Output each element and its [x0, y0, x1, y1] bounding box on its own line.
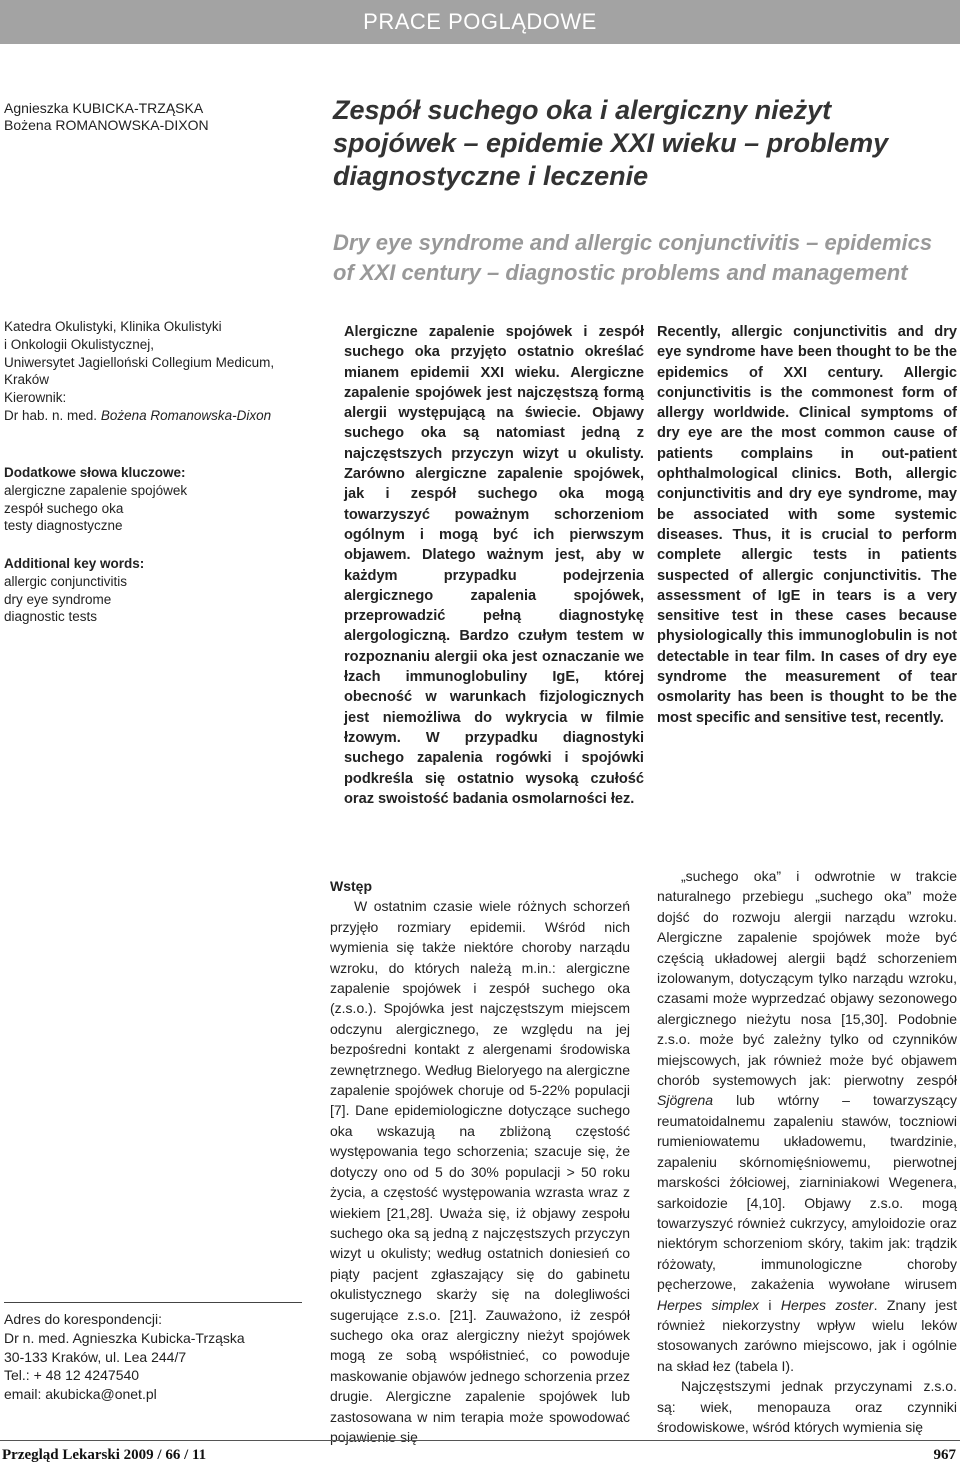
keywords-polish [4, 464, 314, 535]
correspondence-phone: Tel.: + 48 12 4247540 [4, 1367, 140, 1384]
article-title-english: Dry eye syndrome and allergic conjunctivitis – epidemics of XXI century – diagnostic problems and management [333, 230, 933, 285]
affiliation-line: Kraków [4, 372, 50, 388]
affiliation [4, 318, 314, 425]
footer-divider [0, 1440, 960, 1441]
keywords-heading: Dodatkowe słowa kluczowe: [4, 465, 186, 480]
author-name: Bożena ROMANOWSKA-DIXON [4, 117, 209, 133]
section-heading-intro: Wstęp [330, 878, 372, 894]
keyword: zespół suchego oka [4, 500, 124, 516]
correspondence-block [4, 1310, 304, 1404]
affiliation-line: Kierownik: [4, 390, 67, 406]
page-number: 967 [933, 1447, 956, 1463]
section-label: PRACE POGLĄDOWE [363, 9, 597, 34]
article-title-polish: Zespół suchego oka i alergiczny nieżyt spojówek – epidemie XXI wieku – problemy diagnostyczne i leczenie [333, 95, 889, 191]
journal-citation: Przegląd Lekarski 2009 / 66 / 11 [2, 1447, 207, 1463]
correspondence-name: Dr n. med. Agnieszka Kubicka-Trząska [4, 1329, 245, 1346]
affiliation-line: Uniwersytet Jagielloński Collegium Medicum, [4, 354, 275, 370]
keyword: diagnostic tests [4, 609, 98, 625]
correspondence-email: email: akubicka@onet.pl [4, 1386, 157, 1403]
body-paragraph: W ostatnim czasie wiele różnych schorzeń przyjęło rozmiary epidemii. Wśród nich wymienia się także niektóre choroby narządu wzroku, do których należą m.in.: alergiczne zapalenie spojówek i zespół suchego oka (z.s.o.). Spojówka jest najczęstszym miejscem odczynu alergicznego, ze względu na jej bezpośredni kontakt z alergenami środowiska zewnętrznego. Według Bieloryego na alergiczne zapalenie spojówek choruje od 5-22% populacji [7]. Dane epidemiologiczne dotyczące suchego oka wskazują na zbliżoną częstość występowania tego schorzenia; szacuje się, że dotyczy ono od 5 do 30% populacji > 50 roku życia, a częstość występowania wzrasta wraz z wiekiem [21,28]. Uważa się, iż objawy zespołu suchego oka są jedną z najczęstszych przyczyn wizyt u okulisty; według ostatnich doniesień co piąty pacjent zgłaszający się do gabinetu okulistycznego skarży się na dolegliwości sugerujące z.s.o. [21]. Zauważono, iż zespół suchego oka oraz alergiczny nieżyt spojówek mogą ze sobą współistnieć, co powoduje maskowanie objawów jednego schorzenia przez drugie. Alergiczne zapalenie spojówek lub zastosowana w nim terapia może spowodować pojawienie się [330, 898, 630, 1445]
affiliation-head [4, 407, 314, 425]
body-column-2 [657, 866, 957, 1437]
degree-prefix: Dr hab. n. med. [4, 407, 98, 423]
affiliation-line: i Onkologii Okulistycznej, [4, 336, 155, 352]
author-name: Agnieszka KUBICKA-TRZĄSKA [4, 100, 204, 116]
keywords-heading: Additional key words: [4, 556, 145, 571]
keyword: testy diagnostyczne [4, 518, 123, 534]
section-header-band [0, 0, 960, 44]
keyword: allergic conjunctivitis [4, 573, 128, 589]
head-name: Bożena Romanowska-Dixon [100, 407, 272, 423]
body-paragraph: Najczęstszymi jednak przyczynami z.s.o. są: wiek, menopauza oraz czynniki środowiskowe, wśród których wymienia się [657, 1378, 957, 1435]
body-paragraph: „suchego oka” i odwrotnie w trakcie naturalnego przebiegu „suchego oka” może dojść do rozwoju alergii narządu wzroku. Alergiczne zapalenie spojówek może być częścią układowej alergii bądź schorzeniem izolowanym, dotyczącym tylko narządu wzroku, czasami może wyprzedzać objawy sezonowego alergicznego nieżytu nosa [15,30]. Podobnie z.s.o. może być zależny tylko od czynników miejscowych, jak również może być objawem chorób systemowych jak: pierwotny zespół Sjögrena lub wtórny – towarzyszący reumatoidalnemu zapaleniu stawów, toczniowi rumieniowatemu układowemu, twardzinie, zapaleniu skórnomięśniowemu, pierwotnej marskości żółciowej, ziarniniakowi Wegenera, sarkoidozie [4,10]. Objawy z.s.o. mogą towarzyszyć również cukrzycy, amyloidozie oraz niektórym schorzeniom skóry, takim jak: trądzik różowaty, immunologiczne choroby pęcherzowe, zakażenia wywołane wirusem Herpes simplex i Herpes zoster. Znany jest również niekorzystny wpływ wielu leków stosowanych zarówno miejscowo, jak i ogólnie na skład łez (tabela I). [657, 868, 957, 1374]
keyword: alergiczne zapalenie spojówek [4, 482, 188, 498]
authors [4, 100, 209, 134]
keywords-english [4, 555, 314, 626]
correspondence-heading: Adres do korespondencji: [4, 1311, 162, 1327]
abstract-polish: Alergiczne zapalenie spojówek i zespół suchego oka przyjęto ostatnio określać mianem epidemii XXI wieku. Alergiczne zapalenie spojówek jest najczęstszą formą alergii występującą na świecie. Objawy suchego oka są natomiast jedną z najczęstszych przyczyn wizyt u okulisty. Zarówno alergiczne zapalenie spojówek, jak i zespół suchego oka mogą towarzyszyć poważnym schorzeniom ogólnym i mogą być ich pierwszym objawem. Dlatego ważnym jest, aby w każdym przypadku podejrzenia alergicznego zapalenia spojówek, przeprowadzić pełną diagnostykę alergologiczną. Bardzo czułym testem w rozpoznaniu alergii oka jest oznaczanie we łzach immunoglobuliny IgE, której obecność w warunkach fizjologicznych jest niemożliwa do wykrycia w filmie łzowym. W przypadku diagnostyki suchego zapalenia rogówki i spojówki podkreśla się ostatnio wysoką czułość oraz swoistość badania osmolarności łez. [344, 324, 644, 807]
correspondence-address: 30-133 Kraków, ul. Lea 244/7 [4, 1348, 187, 1365]
body-column-1 [330, 876, 630, 1447]
keyword: dry eye syndrome [4, 591, 112, 607]
abstract-english: Recently, allergic conjunctivitis and dry eye syndrome have been thought to be the epidemics of XXI century. Allergic conjunctivitis is the commonest form of allergy worldwide. Clinical symptoms of dry eye are the most common cause of patients complains in out-patient ophthalmological clinics. Both, allergic conjunctivitis and dry eye syndrome, may be associated with some systemic diseases. Thus, it is crucial to perform complete allergic tests in patients suspected of allergic conjunctivitis. The assessment of IgE in tears is a very sensitive test in these cases because physiologically this immunoglobulin is not detectable in tear film. In cases of dry eye syndrome the measurement of tear osmolarity has been is thought to be the most specific and sensitive test, recently. [657, 324, 957, 726]
correspondence-divider [4, 1302, 302, 1303]
affiliation-line: Katedra Okulistyki, Klinika Okulistyki [4, 319, 222, 334]
